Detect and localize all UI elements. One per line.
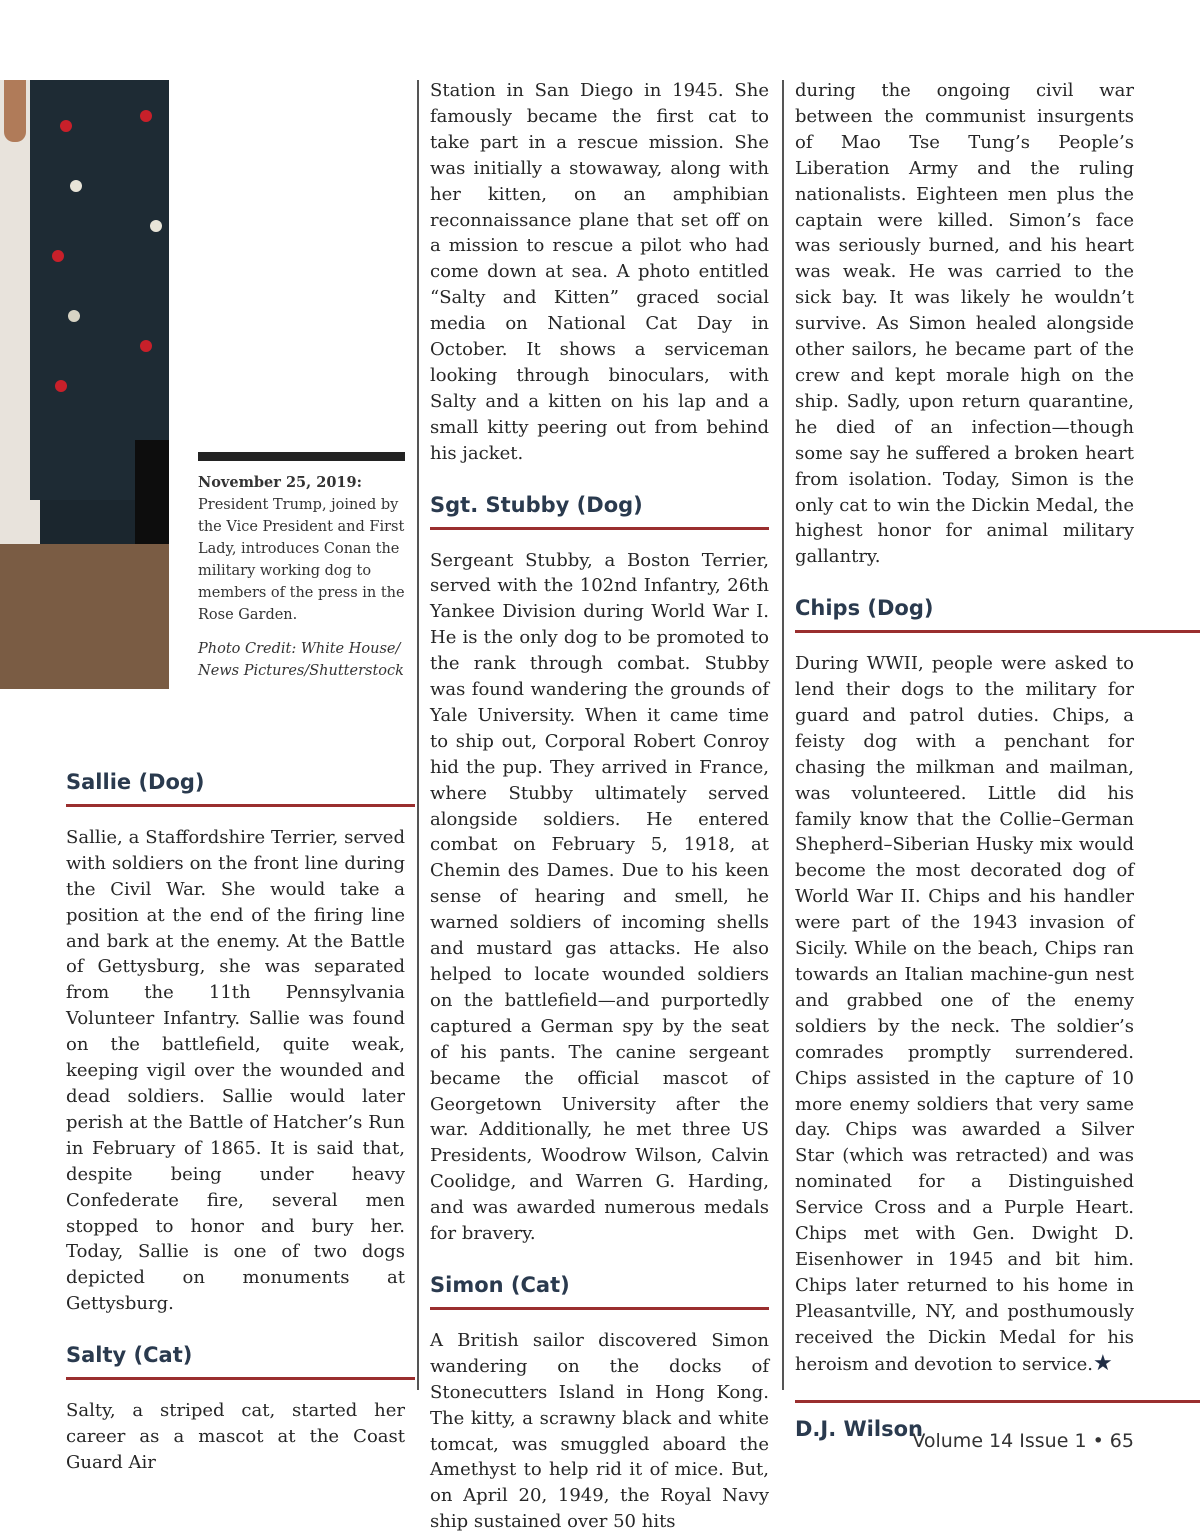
section-heading-stubby: Sgt. Stubby (Dog) <box>430 493 769 530</box>
column-divider <box>417 80 419 1390</box>
section-text-chips-wrapper <box>795 651 1134 1377</box>
section-heading-simon: Simon (Cat) <box>430 1273 769 1310</box>
author-byline: D.J. Wilson <box>795 1400 1200 1443</box>
section-heading-salty: Salty (Cat) <box>66 1343 415 1380</box>
rose-decoration <box>70 180 82 192</box>
section-text-simon-continued: during the ongoing civil war between the communist insurgents of Mao Tse Tung’s People’s Liberation Army and the ruling nationalists. Eighteen men plus the captain were killed. Simon’s face was seriously burned, and his heart was weak. He was carried to the sick bay. It was likely he wouldn’t survive. As Simon healed alongside other sailors, he became part of the crew and kept morale high on the ship. Sadly, upon return quarantine, he died of an infection—though some say he suffered a broken heart from isolation. Today, Simon is the only cat to win the Dickin Medal, the highest honor for animal military gallantry. <box>795 80 1134 568</box>
rose-decoration <box>60 120 72 132</box>
end-star-icon: ★ <box>1093 1350 1113 1376</box>
caption-bar <box>198 452 405 461</box>
photo-caption <box>198 472 408 682</box>
rose-decoration <box>140 110 152 122</box>
column-1 <box>66 770 405 1476</box>
caption-text: President Trump, joined by the Vice President and First Lady, introduces Conan the military working dog to members of the press in the Rose Garden. <box>198 497 405 623</box>
photo-floral-coat <box>30 80 169 500</box>
column-divider <box>782 80 784 1390</box>
rose-decoration <box>140 340 152 352</box>
photo-credit: Photo Credit: White House/ News Pictures/Shutterstock <box>198 641 404 679</box>
photo-hand <box>4 80 26 142</box>
column-3 <box>795 78 1134 1460</box>
caption-date: November 25, 2019: <box>198 474 362 491</box>
section-text-salty: Salty, a striped cat, started her career as a mascot at the Coast Guard Air <box>66 1400 405 1473</box>
rose-decoration <box>150 220 162 232</box>
section-text-sallie: Sallie, a Staffordshire Terrier, served with soldiers on the front line during the Civil War. She would take a position at the end of the firing line and bark at the enemy. At the Battle of Gettysburg, she was separated from the 11th Pennsylvania Volunteer Infantry. Sallie was found on the battlefield, quite weak, keeping vigil over the wounded and dead soldiers. Sallie would later perish at the Battle of Hatcher’s Run in February of 1865. It is said that, despite being under heavy Confederate fire, several men stopped to honor and bury her. Today, Sallie is one of two dogs depicted on monuments at Gettysburg. <box>66 826 405 1315</box>
rose-decoration <box>52 250 64 262</box>
photo-conan-rose-garden <box>0 80 169 689</box>
column-2 <box>430 78 769 1535</box>
section-text-salty-continued: Station in San Diego in 1945. She famously became the first cat to take part in a rescue mission. She was initially a stowaway, along with her kitten, on an amphibian reconnaissance plane that set off on a mission to rescue a pilot who had come down at sea. A photo entitled “Salty and Kitten” graced social media on National Cat Day in October. It shows a serviceman looking through binoculars, with Salty and a kitten on his lap and a small kitty peering out from behind his jacket. <box>430 80 769 464</box>
photo-floor <box>0 544 169 689</box>
section-text-simon: A British sailor discovered Simon wandering on the docks of Stonecutters Island in Hong Kong. The kitty, a scrawny black and white tomcat, was smuggled aboard the Amethyst to help rid it of mice. But, on April 20, 1949, the Royal Navy ship sustained over 50 hits <box>430 1329 769 1533</box>
page-footer: Volume 14 Issue 1 • 65 <box>912 1430 1134 1452</box>
section-heading-chips: Chips (Dog) <box>795 596 1200 633</box>
section-heading-sallie: Sallie (Dog) <box>66 770 415 807</box>
rose-decoration <box>68 310 80 322</box>
section-text-chips: During WWII, people were asked to lend their dogs to the military for guard and patrol duties. Chips, a feisty dog with a penchant for chasing the milkman and mailman, was volunteered. Little did his family know that the Collie–German Shepherd–Siberian Husky mix would become the most decorated dog of World War II. Chips and his handler were part of the 1943 invasion of Sicily. While on the beach, Chips ran towards an Italian machine-gun nest and grabbed one of the enemy soldiers by the neck. The soldier’s comrades promptly surrendered. Chips assisted in the capture of 10 more enemy soldiers that very same day. Chips was awarded a Silver Star (which was retracted) and was nominated for a Distinguished Service Cross and a Purple Heart. Chips met with Gen. Dwight D. Eisenhower in 1945 and bit him. Chips later returned to his home in Pleasantville, NY, and posthumously received the Dickin Medal for his heroism and devotion to service. <box>795 653 1134 1375</box>
rose-decoration <box>55 380 67 392</box>
section-text-stubby: Sergeant Stubby, a Boston Terrier, served with the 102nd Infantry, 26th Yankee Division during World War I. He is the only dog to be promoted to the rank through combat. Stubby was found wandering the grounds of Yale University. When it came time to ship out, Corporal Robert Conroy hid the pup. They arrived in France, where Stubby ultimately served alongside soldiers. He entered combat on February 5, 1918, at Chemin des Dames. Due to his keen sense of hearing and smell, he warned soldiers of incoming shells and mustard gas attacks. He also helped to locate wounded soldiers on the battlefield—and purportedly captured a German spy by the seat of his pants. The canine sergeant became the official mascot of Georgetown University after the war. Additionally, he met three US Presidents, Woodrow Wilson, Calvin Coolidge, and Warren G. Harding, and was awarded numerous medals for bravery. <box>430 549 769 1245</box>
